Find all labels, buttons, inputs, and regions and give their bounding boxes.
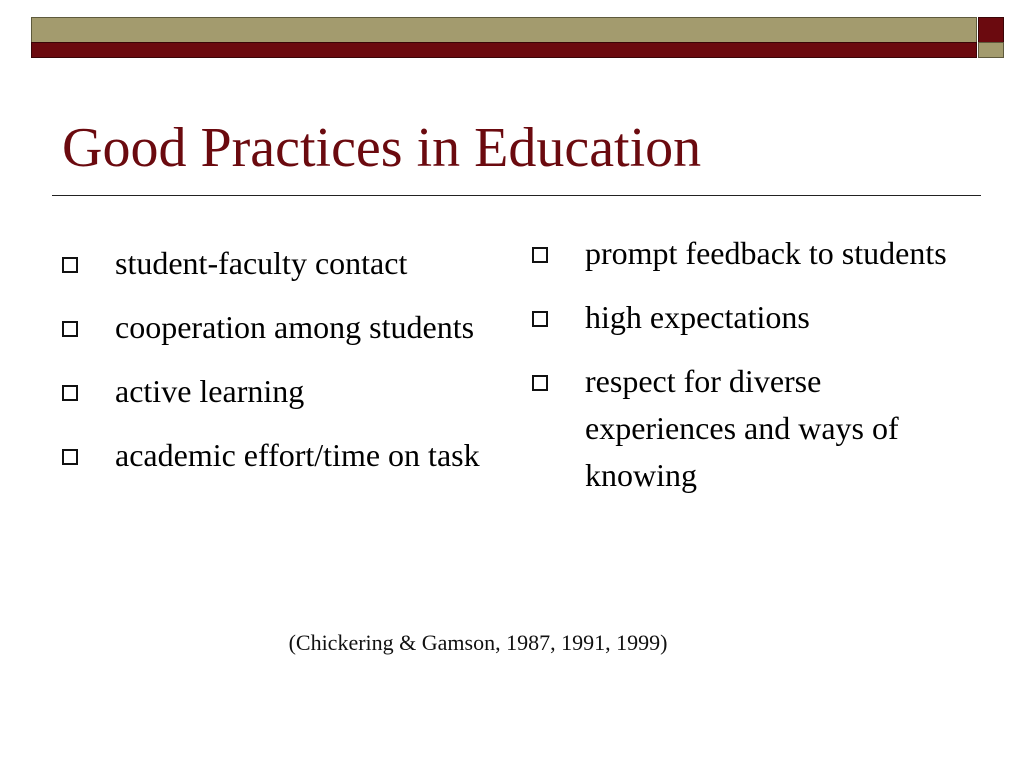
corner-maroon-square	[978, 17, 1004, 43]
hollow-square-icon	[532, 247, 548, 263]
list-item-text: respect for diverse experiences and ways of knowing	[585, 363, 899, 493]
list-item	[62, 368, 492, 415]
hollow-square-icon	[62, 449, 78, 465]
left-bullet-list	[62, 240, 492, 496]
list-item-text: high expectations	[585, 299, 810, 335]
hollow-square-icon	[532, 311, 548, 327]
list-item	[62, 432, 492, 479]
list-item-text: academic effort/time on task	[115, 437, 480, 473]
hollow-square-icon	[62, 321, 78, 337]
hollow-square-icon	[62, 257, 78, 273]
list-item	[532, 294, 962, 341]
list-item-text: prompt feedback to students	[585, 235, 947, 271]
corner-olive-square	[978, 42, 1004, 58]
header-maroon-bar	[31, 42, 977, 58]
list-item-text: student-faculty contact	[115, 245, 408, 281]
list-item-text: cooperation among students	[115, 309, 475, 345]
hollow-square-icon	[532, 375, 548, 391]
title-divider	[52, 195, 981, 196]
right-bullet-list	[532, 230, 962, 516]
slide-title: Good Practices in Education	[62, 117, 702, 179]
list-item	[532, 358, 962, 499]
hollow-square-icon	[62, 385, 78, 401]
header-olive-bar	[31, 17, 977, 43]
list-item	[62, 240, 492, 287]
list-item-text: active learning	[115, 373, 305, 409]
list-item	[62, 304, 492, 351]
citation: (Chickering & Gamson, 1987, 1991, 1999)	[288, 630, 668, 655]
list-item	[532, 230, 962, 277]
